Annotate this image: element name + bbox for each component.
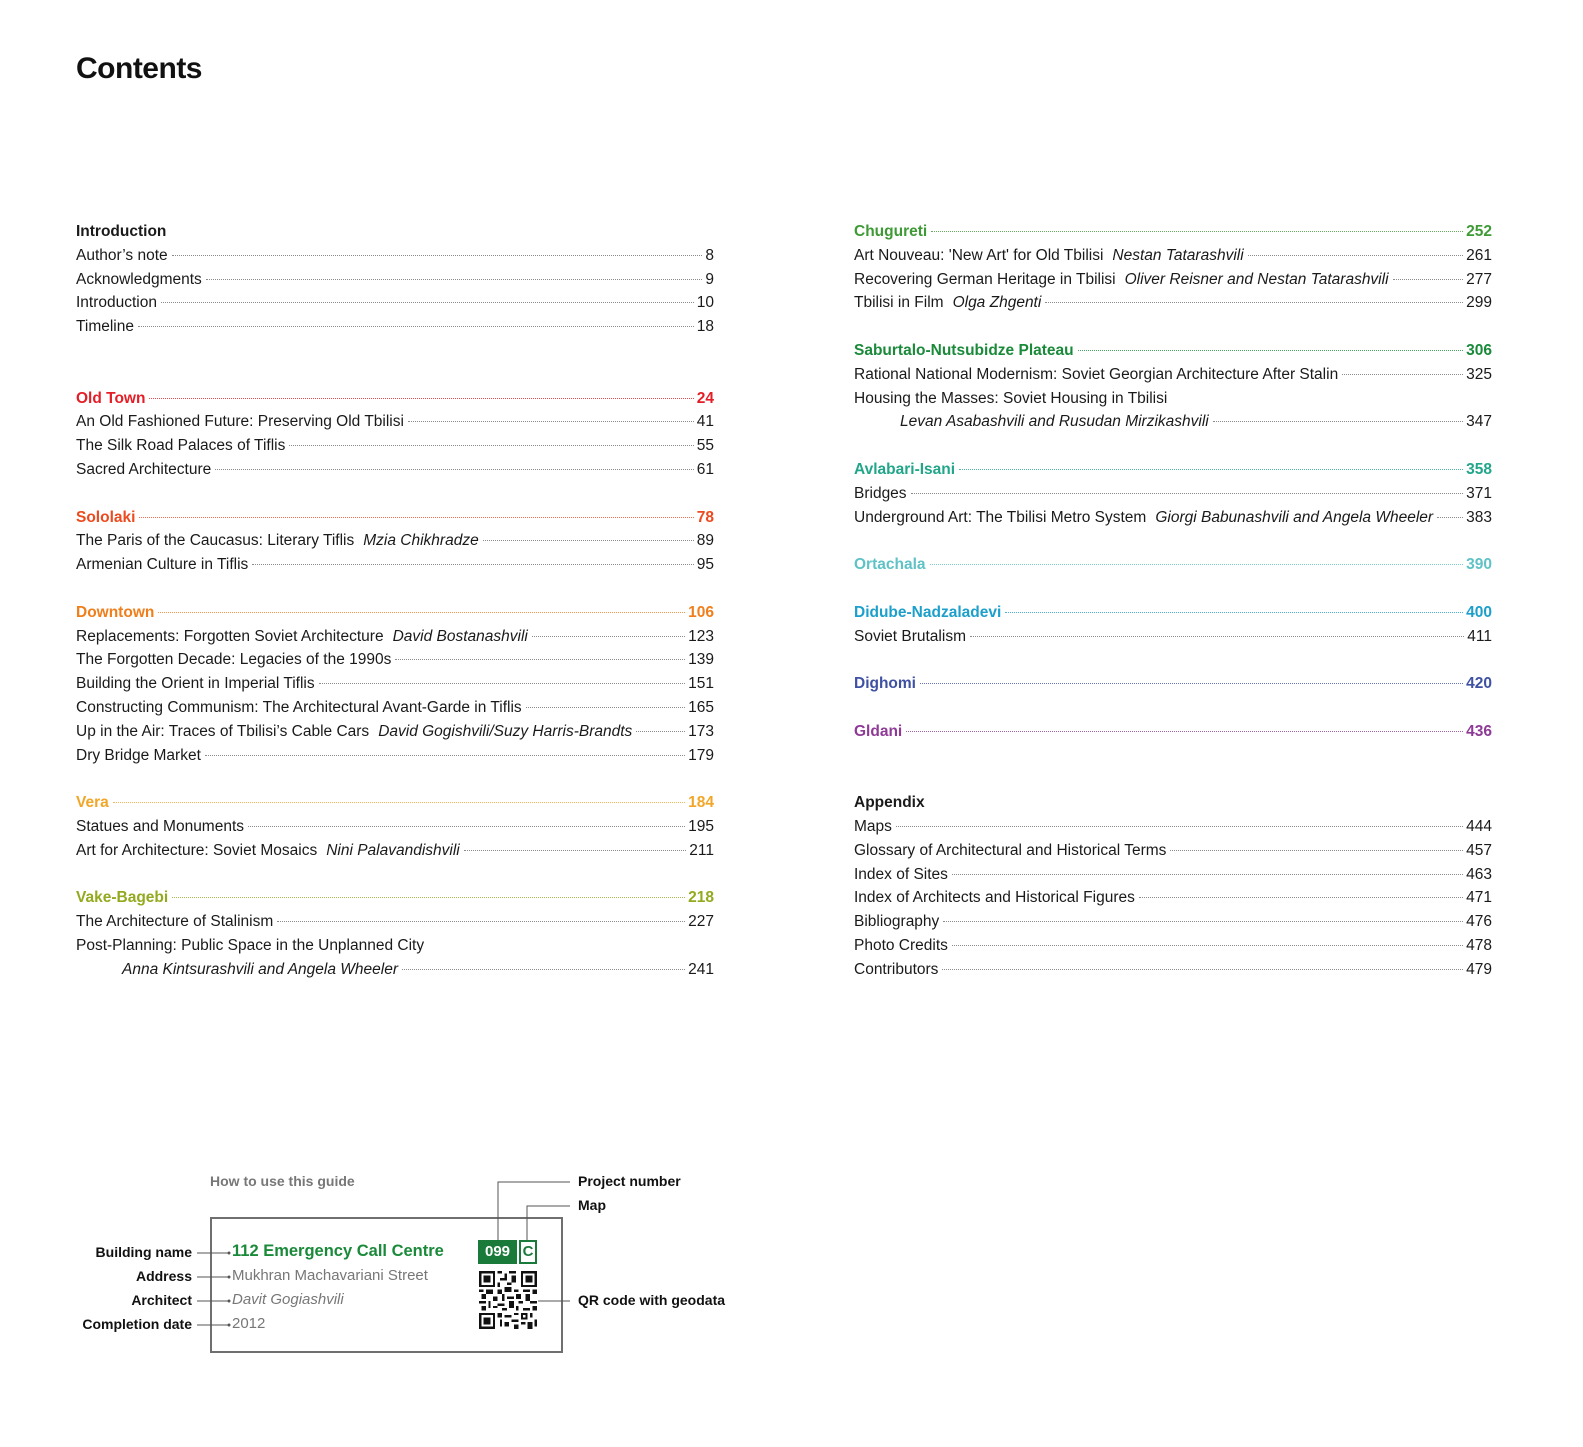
toc-entry[interactable] <box>76 268 714 292</box>
entry-page: 463 <box>1466 865 1492 883</box>
dot-leader <box>319 683 685 684</box>
toc-entry[interactable] <box>854 886 1492 910</box>
entry-page: 411 <box>1467 627 1492 645</box>
entry-title: Bibliography <box>854 913 940 931</box>
toc-heading-sololaki[interactable] <box>76 506 714 530</box>
label-map: Map <box>578 1197 606 1213</box>
entry-title: Author’s note <box>76 246 168 264</box>
entry-page: 227 <box>688 913 714 931</box>
toc-heading-downtown[interactable] <box>76 601 714 625</box>
toc-entry[interactable] <box>854 291 1492 315</box>
entry-title: Statues and Monuments <box>76 817 245 835</box>
toc-entry[interactable] <box>76 672 714 696</box>
entry-title: Art for Architecture: Soviet Mosaics <box>76 841 318 859</box>
heading-page: 184 <box>688 794 714 812</box>
toc-heading-dighomi[interactable] <box>854 672 1492 696</box>
toc-entry[interactable] <box>854 244 1492 268</box>
entry-title: The Paris of the Caucasus: Literary Tiflis <box>76 532 355 550</box>
toc-entry-author-line[interactable] <box>854 410 1492 434</box>
entry-title: Building the Orient in Imperial Tiflis <box>76 675 315 693</box>
toc-heading-vera[interactable] <box>76 791 714 815</box>
toc-entry[interactable] <box>76 244 714 268</box>
label-project-number: Project number <box>578 1173 681 1189</box>
example-completion-date: 2012 <box>232 1315 266 1332</box>
dot-leader <box>930 564 1464 565</box>
map-badge: C <box>519 1240 537 1264</box>
entry-page: 55 <box>696 437 714 455</box>
entry-title: Underground Art: The Tbilisi Metro System <box>854 508 1147 526</box>
dot-leader <box>138 326 694 327</box>
dot-leader <box>408 421 694 422</box>
label-qr-code: QR code with geodata <box>578 1292 726 1308</box>
entry-page: 347 <box>1466 413 1492 431</box>
entry-page: 325 <box>1466 365 1492 383</box>
dot-leader <box>943 921 1463 922</box>
dot-leader <box>1342 374 1463 375</box>
toc-entry[interactable] <box>854 363 1492 387</box>
toc-heading-didube-nadzaladevi[interactable] <box>854 601 1492 625</box>
entry-author: Mzia Chikhradze <box>363 532 479 550</box>
dot-leader <box>172 897 685 898</box>
entry-page: 165 <box>688 698 714 716</box>
heading-label: Introduction <box>76 223 167 240</box>
heading-page: 78 <box>696 508 714 526</box>
qr-code-icon <box>479 1271 537 1329</box>
dot-leader <box>959 469 1463 470</box>
toc-entry[interactable] <box>854 934 1492 958</box>
entry-title: An Old Fashioned Future: Preserving Old Tbilisi <box>76 413 404 431</box>
toc-entry[interactable] <box>76 815 714 839</box>
toc-entry[interactable] <box>76 625 714 649</box>
entry-title: Glossary of Architectural and Historical Terms <box>854 841 1167 859</box>
heading-page: 390 <box>1466 556 1492 574</box>
toc-entry[interactable] <box>854 958 1492 982</box>
entry-page: 261 <box>1466 246 1492 264</box>
entry-page: 173 <box>688 722 714 740</box>
entry-page: 10 <box>696 294 714 312</box>
toc-heading-introduction[interactable] <box>76 220 714 244</box>
entry-page: 151 <box>688 675 714 693</box>
entry-title: Index of Sites <box>854 865 948 883</box>
dot-leader <box>149 398 693 399</box>
entry-title: The Architecture of Stalinism <box>76 913 274 931</box>
entry-author: Oliver Reisner and Nestan Tatarashvili <box>1124 270 1389 288</box>
entry-page: 299 <box>1466 294 1492 312</box>
entry-author: Giorgi Babunashvili and Angela Wheeler <box>1155 508 1434 526</box>
entry-title: Introduction <box>76 294 157 312</box>
toc-entry[interactable] <box>854 863 1492 887</box>
toc-heading-saburtalo[interactable] <box>854 339 1492 363</box>
project-number-badge: 099 <box>478 1240 517 1264</box>
entry-title: Index of Architects and Historical Figures <box>854 889 1135 907</box>
heading-page: 358 <box>1466 460 1492 478</box>
entry-page: 61 <box>696 460 714 478</box>
entry-title: Acknowledgments <box>76 270 202 288</box>
heading-label: Avlabari-Isani <box>854 460 956 478</box>
entry-page: 371 <box>1466 484 1492 502</box>
toc-heading-vake-bagebi[interactable] <box>76 886 714 910</box>
toc-entry[interactable] <box>854 482 1492 506</box>
entry-page: 179 <box>688 746 714 764</box>
entry-page: 211 <box>689 841 714 859</box>
entry-page: 9 <box>705 270 714 288</box>
entry-page: 444 <box>1466 817 1492 835</box>
dot-leader <box>636 731 685 732</box>
entry-author: David Bostanashvili <box>392 627 528 645</box>
label-building-name: Building name <box>95 1244 192 1260</box>
dot-leader <box>1078 350 1464 351</box>
entry-title: Art Nouveau: 'New Art' for Old Tbilisi <box>854 246 1104 264</box>
toc-entry[interactable] <box>76 696 714 720</box>
dot-leader <box>931 231 1463 232</box>
dot-leader <box>402 969 685 970</box>
toc-right-column <box>854 220 1492 982</box>
dot-leader <box>1437 517 1463 518</box>
entry-title: Contributors <box>854 960 939 978</box>
entry-author: Nini Palavandishvili <box>326 841 460 859</box>
entry-author: Anna Kintsurashvili and Angela Wheeler <box>122 960 399 978</box>
heading-page: 218 <box>688 889 714 907</box>
heading-label: Chugureti <box>854 223 928 240</box>
dot-leader <box>1393 279 1464 280</box>
label-completion-date: Completion date <box>82 1316 192 1332</box>
entry-page: 8 <box>705 246 714 264</box>
entry-title: Rational National Modernism: Soviet Georgian Architecture After Stalin <box>854 365 1339 383</box>
dot-leader <box>205 755 685 756</box>
entry-title: Armenian Culture in Tiflis <box>76 556 249 574</box>
entry-page: 139 <box>688 651 714 669</box>
dot-leader <box>1005 612 1463 613</box>
toc-entry[interactable] <box>76 434 714 458</box>
dot-leader <box>215 469 693 470</box>
dot-leader <box>1248 255 1463 256</box>
entry-title: Maps <box>854 817 892 835</box>
entry-title: Photo Credits <box>854 936 948 954</box>
entry-page: 457 <box>1466 841 1492 859</box>
heading-page: 436 <box>1466 722 1492 740</box>
heading-label: Appendix <box>854 794 925 812</box>
dot-leader <box>906 731 1463 732</box>
dot-leader <box>252 564 693 565</box>
label-address: Address <box>135 1268 192 1284</box>
entry-author: Nestan Tatarashvili <box>1112 246 1244 264</box>
dot-leader <box>289 445 693 446</box>
entry-title: Replacements: Forgotten Soviet Architecture <box>76 627 384 645</box>
entry-page: 89 <box>696 532 714 550</box>
dot-leader <box>942 969 1463 970</box>
entry-title: Tbilisi in Film <box>854 294 944 312</box>
entry-title: Constructing Communism: The Architectural Avant-Garde in Tiflis <box>76 698 522 716</box>
dot-leader <box>1045 302 1463 303</box>
heading-page: 106 <box>688 603 714 621</box>
toc-entry[interactable] <box>76 529 714 553</box>
toc-entry-author-line[interactable] <box>76 958 714 982</box>
entry-title: Up in the Air: Traces of Tbilisi’s Cable Cars <box>76 722 370 740</box>
heading-label: Vake-Bagebi <box>76 889 169 907</box>
toc-left-column <box>76 220 714 982</box>
dot-leader <box>161 302 694 303</box>
toc-entry[interactable] <box>76 744 714 768</box>
entry-title: Soviet Brutalism <box>854 627 966 645</box>
heading-label: Didube-Nadzaladevi <box>854 603 1002 621</box>
entry-page: 195 <box>688 817 714 835</box>
toc-entry[interactable] <box>854 387 1492 411</box>
heading-page: 252 <box>1466 223 1492 240</box>
heading-label: Ortachala <box>854 556 926 574</box>
dot-leader <box>952 874 1463 875</box>
toc-entry[interactable] <box>854 815 1492 839</box>
toc-heading-avlabari-isani[interactable] <box>854 458 1492 482</box>
dot-leader <box>139 517 693 518</box>
entry-title: Sacred Architecture <box>76 460 212 478</box>
entry-title: The Forgotten Decade: Legacies of the 1990s <box>76 651 392 669</box>
heading-page: 306 <box>1466 341 1492 359</box>
entry-page: 479 <box>1466 960 1492 978</box>
entry-page: 123 <box>688 627 714 645</box>
toc-entry[interactable] <box>76 839 714 863</box>
heading-page: 400 <box>1466 603 1492 621</box>
toc-entry[interactable] <box>76 648 714 672</box>
dot-leader <box>1213 421 1463 422</box>
heading-label: Vera <box>76 794 109 812</box>
heading-label: Downtown <box>76 603 155 621</box>
heading-page: 24 <box>696 389 714 407</box>
entry-title: Recovering German Heritage in Tbilisi <box>854 270 1116 288</box>
dot-leader <box>970 636 1464 637</box>
toc-entry[interactable] <box>854 506 1492 530</box>
entry-page: 383 <box>1466 508 1492 526</box>
example-building-name: 112 Emergency Call Centre <box>232 1242 444 1260</box>
dot-leader <box>277 921 685 922</box>
entry-title: Housing the Masses: Soviet Housing in Tbilisi <box>854 389 1168 407</box>
heading-page: 420 <box>1466 675 1492 693</box>
entry-title: Bridges <box>854 484 907 502</box>
entry-author: David Gogishvili/Suzy Harris-Brandts <box>378 722 633 740</box>
entry-page: 18 <box>696 318 714 336</box>
entry-page: 241 <box>688 960 714 978</box>
heading-label: Gldani <box>854 722 903 740</box>
heading-label: Sololaki <box>76 508 136 526</box>
toc-entry[interactable] <box>76 553 714 577</box>
toc-entry[interactable] <box>76 458 714 482</box>
toc-entry[interactable] <box>854 268 1492 292</box>
dot-leader <box>920 683 1463 684</box>
toc-entry[interactable] <box>76 410 714 434</box>
entry-page: 277 <box>1466 270 1492 288</box>
toc-entry[interactable] <box>76 910 714 934</box>
entry-title: Dry Bridge Market <box>76 746 201 764</box>
dot-leader <box>464 850 687 851</box>
toc-heading-old-town[interactable] <box>76 387 714 411</box>
entry-page: 478 <box>1466 936 1492 954</box>
label-architect: Architect <box>131 1292 192 1308</box>
heading-label: Dighomi <box>854 675 916 693</box>
dot-leader <box>1170 850 1463 851</box>
dot-leader <box>248 826 685 827</box>
entry-title: Post-Planning: Public Space in the Unplanned City <box>76 936 425 954</box>
toc-entry[interactable] <box>854 839 1492 863</box>
entry-author: Olga Zhgenti <box>952 294 1042 312</box>
dot-leader <box>113 802 685 803</box>
entry-page: 41 <box>696 413 714 431</box>
dot-leader <box>911 493 1464 494</box>
entry-page: 95 <box>696 556 714 574</box>
dot-leader <box>526 707 685 708</box>
example-address: Mukhran Machavariani Street <box>232 1267 428 1284</box>
entry-author: Levan Asabashvili and Rusudan Mirzikashvili <box>900 413 1209 431</box>
dot-leader <box>395 659 685 660</box>
dot-leader <box>483 540 694 541</box>
toc-entry[interactable] <box>76 720 714 744</box>
guide-label: How to use this guide <box>210 1173 355 1189</box>
dot-leader <box>532 636 685 637</box>
toc-heading-chugureti[interactable] <box>854 220 1492 244</box>
toc-heading-gldani[interactable] <box>854 720 1492 744</box>
entry-title: Timeline <box>76 318 134 336</box>
dot-leader <box>896 826 1463 827</box>
toc-entry[interactable] <box>76 934 714 958</box>
dot-leader <box>206 279 703 280</box>
toc-entry[interactable] <box>854 910 1492 934</box>
toc-entry[interactable] <box>854 625 1492 649</box>
toc-heading-appendix[interactable] <box>854 791 1492 815</box>
toc-heading-ortachala[interactable] <box>854 553 1492 577</box>
dot-leader <box>952 945 1463 946</box>
example-architect: Davit Gogiashvili <box>232 1291 344 1308</box>
heading-label: Old Town <box>76 389 146 407</box>
dot-leader <box>172 255 703 256</box>
heading-label: Saburtalo-Nutsubidze Plateau <box>854 341 1074 359</box>
dot-leader <box>158 612 685 613</box>
entry-page: 471 <box>1466 889 1492 907</box>
dot-leader <box>1139 897 1463 898</box>
page-title: Contents <box>76 52 202 85</box>
toc-entry[interactable] <box>76 315 714 339</box>
entry-page: 476 <box>1466 913 1492 931</box>
toc-entry[interactable] <box>76 291 714 315</box>
entry-title: The Silk Road Palaces of Tiflis <box>76 437 286 455</box>
